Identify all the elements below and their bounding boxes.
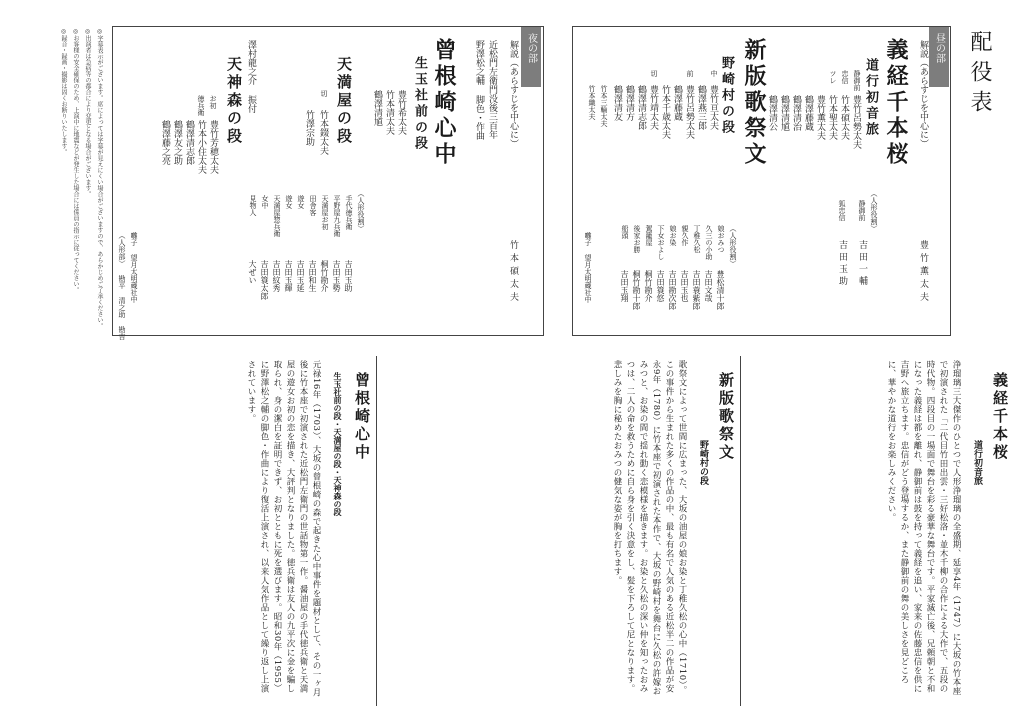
day-play2-ningyo-name-2: 吉田蓑紫郎 (692, 270, 701, 310)
day-play1-scene: 道行初音旅 (863, 58, 878, 138)
night-play1-title: 曾根崎心中 (431, 38, 457, 168)
night-kaisetsu: 解説（あらすじを中心に） (508, 40, 518, 148)
day-play1-role-0: 静御前 (853, 70, 861, 91)
night-play1-ningyo-name-7: 吉田簑太郎 (260, 260, 269, 300)
day-play2-ningyo-role-7: 後家お勝 (633, 225, 641, 253)
night-kaisetsu-performer: 竹本碩太夫 (508, 240, 518, 305)
article1-body: 浄瑠璃三大傑作のひとつで人形浄瑠璃の全盛期、延享4年（1747）に大坂の竹本座で初演された「二代目竹田出雲・三好松洛・並木千柳の合作による大作で、五段の時代物。四段目の一場面で舞台を彩る豪華な舞台です。平家滅亡後、兄頼朝と不和になった義経は都を離れ、静御前は鼓を持って義経を追い、家来の佐藤忠信を供に吉野へ旅立ちます。忠信がどう登場するか、また静御前の舞の美しさを見どころに、華やかな道行をお楽しみください。 (886, 360, 961, 696)
article3-scene: 生玉社前の段・天満屋の段・天神森の段 (333, 372, 343, 516)
night-play1-ningyo-name-0: 吉田玉助 (344, 260, 353, 292)
day-play1-ningyo-label: （人形役割） (870, 190, 878, 232)
night-ningyo-note: （人形部） 勘平 清之助 勘吉 (118, 232, 126, 340)
night-play2-sec-0: 切 (320, 90, 328, 97)
day-play2-ningyo-role-2: 丁稚久松 (693, 225, 701, 253)
night-play1-ningyo-name-4: 吉田玉延 (296, 260, 305, 292)
day-play2-title: 新版歌祭文 (741, 38, 767, 168)
night-play3-tayu-1: 竹本小住太夫 (196, 120, 206, 174)
day-play2-tayu-0: 豊竹亘太夫 (708, 85, 718, 130)
night-play3-title: 天神森の段 (225, 56, 243, 146)
day-play1-role-1: 忠信 (841, 70, 849, 84)
day-play2-sec-0: 中 (710, 70, 718, 77)
day-play2-tayu-2: 豊竹呂勢太夫 (684, 85, 694, 139)
night-play3-tayu-3: 鶴澤友之助 (172, 120, 182, 165)
night-play1-ningyo-role-3: 田舎客 (309, 195, 317, 216)
night-play3-tayu-2: 鶴澤清志郎 (184, 120, 194, 165)
night-play1-ningyo-role-0: 手代徳兵衛 (345, 195, 353, 230)
day-play2-ningyo-name-0: 豊松清十郎 (716, 270, 725, 310)
day-play1-tayu-6: 鶴澤清馗 (779, 95, 789, 131)
day-play1-tayu-2: 竹本聖太夫 (827, 95, 837, 140)
day-play2-ningyo-name-3: 吉田玉也 (680, 270, 689, 302)
night-play3-tayu-0: 豊竹芳穂太夫 (208, 120, 218, 174)
article2-title: 新版歌祭文 (717, 372, 735, 462)
article3-body: 元禄16年（1703）、大坂の曾根崎の森で起きた心中事件を題材として、その一ヶ月後に竹本座で初演された近松門左衛門の世話物第一作。醤油屋の手代徳兵衛と天満屋の遊女お初の恋を描き、大評判となりました。徳兵衛は友人の九平次に金を騙し取られ、身の潔白を証明できず、お初とともに死を選びます。昭和30年（1955）に野澤松之輔の脚色・作曲により復活上演され、以来人気作品として繰り返し上演されています。 (246, 360, 321, 698)
day-play2-ningyo-name-1: 吉田文哉 (704, 270, 713, 302)
day-play1-ningyo-name-0: 吉田一輔 (857, 240, 867, 288)
night-play1-ningyo-role-6: 天満屋惣兵衛 (273, 195, 281, 237)
article1-scene: 道行初音旅 (972, 440, 982, 485)
day-play1-tayu-3: 豊竹薫太夫 (815, 95, 825, 140)
note-1: ◎出演者は急病等の都合により変更となる場合がございます。 (84, 28, 91, 197)
night-play1-ningyo-role-7: 女中 (261, 195, 269, 209)
night-play1-ningyo-role-5: 遊女 (285, 195, 293, 209)
night-play1-ningyo-label: （人形役割） (357, 190, 365, 232)
night-play3-tayu-4: 鶴澤藤之亮 (160, 120, 170, 165)
day-play2-ningyo-role-3: 親久作 (681, 225, 689, 246)
day-play2-ningyo-name-4: 吉田勘次郎 (668, 270, 677, 310)
night-intro-1: 野澤松之輔 脚色・作曲 (474, 40, 484, 140)
night-play1-tayu-0: 豊竹希太夫 (396, 90, 406, 135)
day-band: 昼の部 (929, 27, 949, 87)
day-play2-tayu-8: 鶴澤清友 (612, 85, 622, 121)
day-play2-ningyo-role-0: 娘おみつ (717, 225, 725, 253)
night-play1-tayu-2: 鶴澤清馗 (372, 90, 382, 126)
note-3: ◎録音・録画・撮影は固くお断りいたします。 (60, 28, 67, 155)
page-title: 配役表 (967, 30, 992, 120)
day-play2-ningyo-role-5: 下女およし (657, 225, 665, 260)
day-play2-ningyo-name-5: 吉田簑悠 (656, 270, 665, 302)
article2-body: 歌祭文によって世間に広まった、大坂の油屋の娘お染と丁稚久松の心中（1710）。この事件から生まれた多くの作品の中、最も有名で人気のある近松半二の作品が安永9年（1780）に竹本座で初演された本作で、大坂の野崎村を舞台に久松の許嫁おみつと、お染の間で揺れ動く恋模様を描きます。お染と久松の深い仲を知ったおみつは、二人の命を救うために自ら身を引く決意をし、髪を下ろして尼となります。悲しみを胸に秘めたおみつの健気な姿が胸を打ちます。 (612, 360, 687, 696)
note-0: ◎字幕表示がございます。席によっては字幕が見えにくい場合がございますので、あらかじめご了承ください。 (96, 28, 103, 329)
night-play1-ningyo-role-1: 平野屋九兵衛 (333, 195, 341, 237)
day-play2-tayu-4: 竹本千歳太夫 (660, 85, 670, 139)
day-play1-tayu-4: 鶴澤藤蔵 (803, 95, 813, 131)
night-play1-tayu-1: 竹本清太夫 (384, 90, 394, 135)
day-play2-ningyo-name-8: 吉田玉翔 (620, 270, 629, 302)
day-hayashi: 囃子 望月太明蔵社中 (584, 232, 592, 303)
article2-scene: 野崎村の段 (698, 440, 708, 485)
day-play2-tayu-3: 鶴澤藤蔵 (672, 85, 682, 121)
night-play1-ningyo-name-5: 吉田玉輝 (284, 260, 293, 292)
article-divider-2 (376, 356, 377, 706)
day-play2-tayu-1: 鶴澤燕三郎 (696, 85, 706, 130)
night-play1-scene: 生玉社前の段 (412, 56, 427, 152)
night-play1-ningyo-role-2: 天満屋お初 (321, 195, 329, 230)
night-play3-role-1: 徳兵衛 (197, 95, 205, 116)
day-play2-scene: 野崎村の段 (719, 56, 734, 136)
night-play2-tayu-1: 竹澤宗助 (304, 110, 314, 146)
night-play1-ningyo-role-8: 見物人 (249, 195, 257, 216)
day-play1-tayu-5: 鶴澤清治 (791, 95, 801, 131)
article1-title: 義経千本桜 (991, 372, 1009, 462)
day-play1-ningyo-role-1: 狐忠信 (838, 200, 846, 221)
day-play2-tayu-9: 竹本三輪太夫 (600, 85, 608, 127)
day-play2-tayu-7: 鶴澤清方 (624, 85, 634, 121)
day-play2-ningyo-name-7: 桐竹勘十郎 (632, 270, 641, 310)
day-play1-tayu-1: 竹本碩太夫 (839, 95, 849, 140)
night-play1-ningyo-name-8: 大ぜい (248, 260, 257, 284)
night-play1-ningyo-name-6: 吉田紋秀 (272, 260, 281, 292)
day-play1-tayu-7: 鶴澤清公 (767, 95, 777, 131)
day-play1-ningyo-name-1: 吉田玉助 (837, 240, 847, 288)
note-2: ◎お客様の安全確保のため、上演中に地震などが発生した場合には係員の指示に従ってください。 (72, 28, 79, 293)
night-play1-ningyo-name-3: 吉田和生 (308, 260, 317, 292)
night-play1-ningyo-name-2: 桐竹勘介 (320, 260, 329, 292)
day-play1-role-2: ツレ (829, 70, 837, 84)
night-play3-prefix: 澤村龍之介 振付 (246, 40, 256, 113)
night-play2-title: 天満屋の段 (335, 56, 353, 146)
day-kaisetsu-performer: 豊竹薫太夫 (918, 240, 928, 305)
day-play2-ningyo-role-4: 娘お染 (669, 225, 677, 246)
article-divider-1 (740, 356, 741, 706)
night-hayashi: 囃子 望月太明蔵社中 (130, 232, 138, 303)
day-play2-sec-2: 切 (650, 70, 658, 77)
day-play2-tayu-5: 豊竹靖太夫 (648, 85, 658, 130)
day-kaisetsu: 解説（あらすじを中心に） (918, 40, 928, 148)
day-play2-ningyo-label: （人形役割） (729, 225, 737, 267)
day-play1-ningyo-role-0: 静御前 (858, 200, 866, 221)
night-intro-0: 近松門左衛門没後三百年 (487, 40, 497, 139)
day-play2-ningyo-role-6: 駕籠屋 (645, 225, 653, 246)
night-play1-ningyo-name-1: 吉田玉勢 (332, 260, 341, 292)
night-band: 夜の部 (521, 27, 541, 87)
day-play1-title: 義経千本桜 (883, 38, 909, 168)
day-play2-tayu-10: 竹本織太夫 (588, 85, 596, 120)
day-play2-ningyo-role-8: 船頭 (621, 225, 629, 239)
article3-title: 曾根崎心中 (353, 372, 371, 462)
day-play2-ningyo-name-6: 桐竹勘介 (644, 270, 653, 302)
day-play1-tayu-0: 豊竹呂勢太夫 (851, 95, 861, 149)
night-play2-tayu-0: 竹本錣太夫 (318, 110, 328, 155)
night-play1-ningyo-role-4: 遊女 (297, 195, 305, 209)
day-play2-tayu-6: 鶴澤清志郎 (636, 85, 646, 130)
day-play2-sec-1: 前 (686, 70, 694, 77)
night-play3-role-0: お初 (209, 95, 217, 109)
day-play2-ningyo-role-1: 久三の小助 (705, 225, 713, 260)
